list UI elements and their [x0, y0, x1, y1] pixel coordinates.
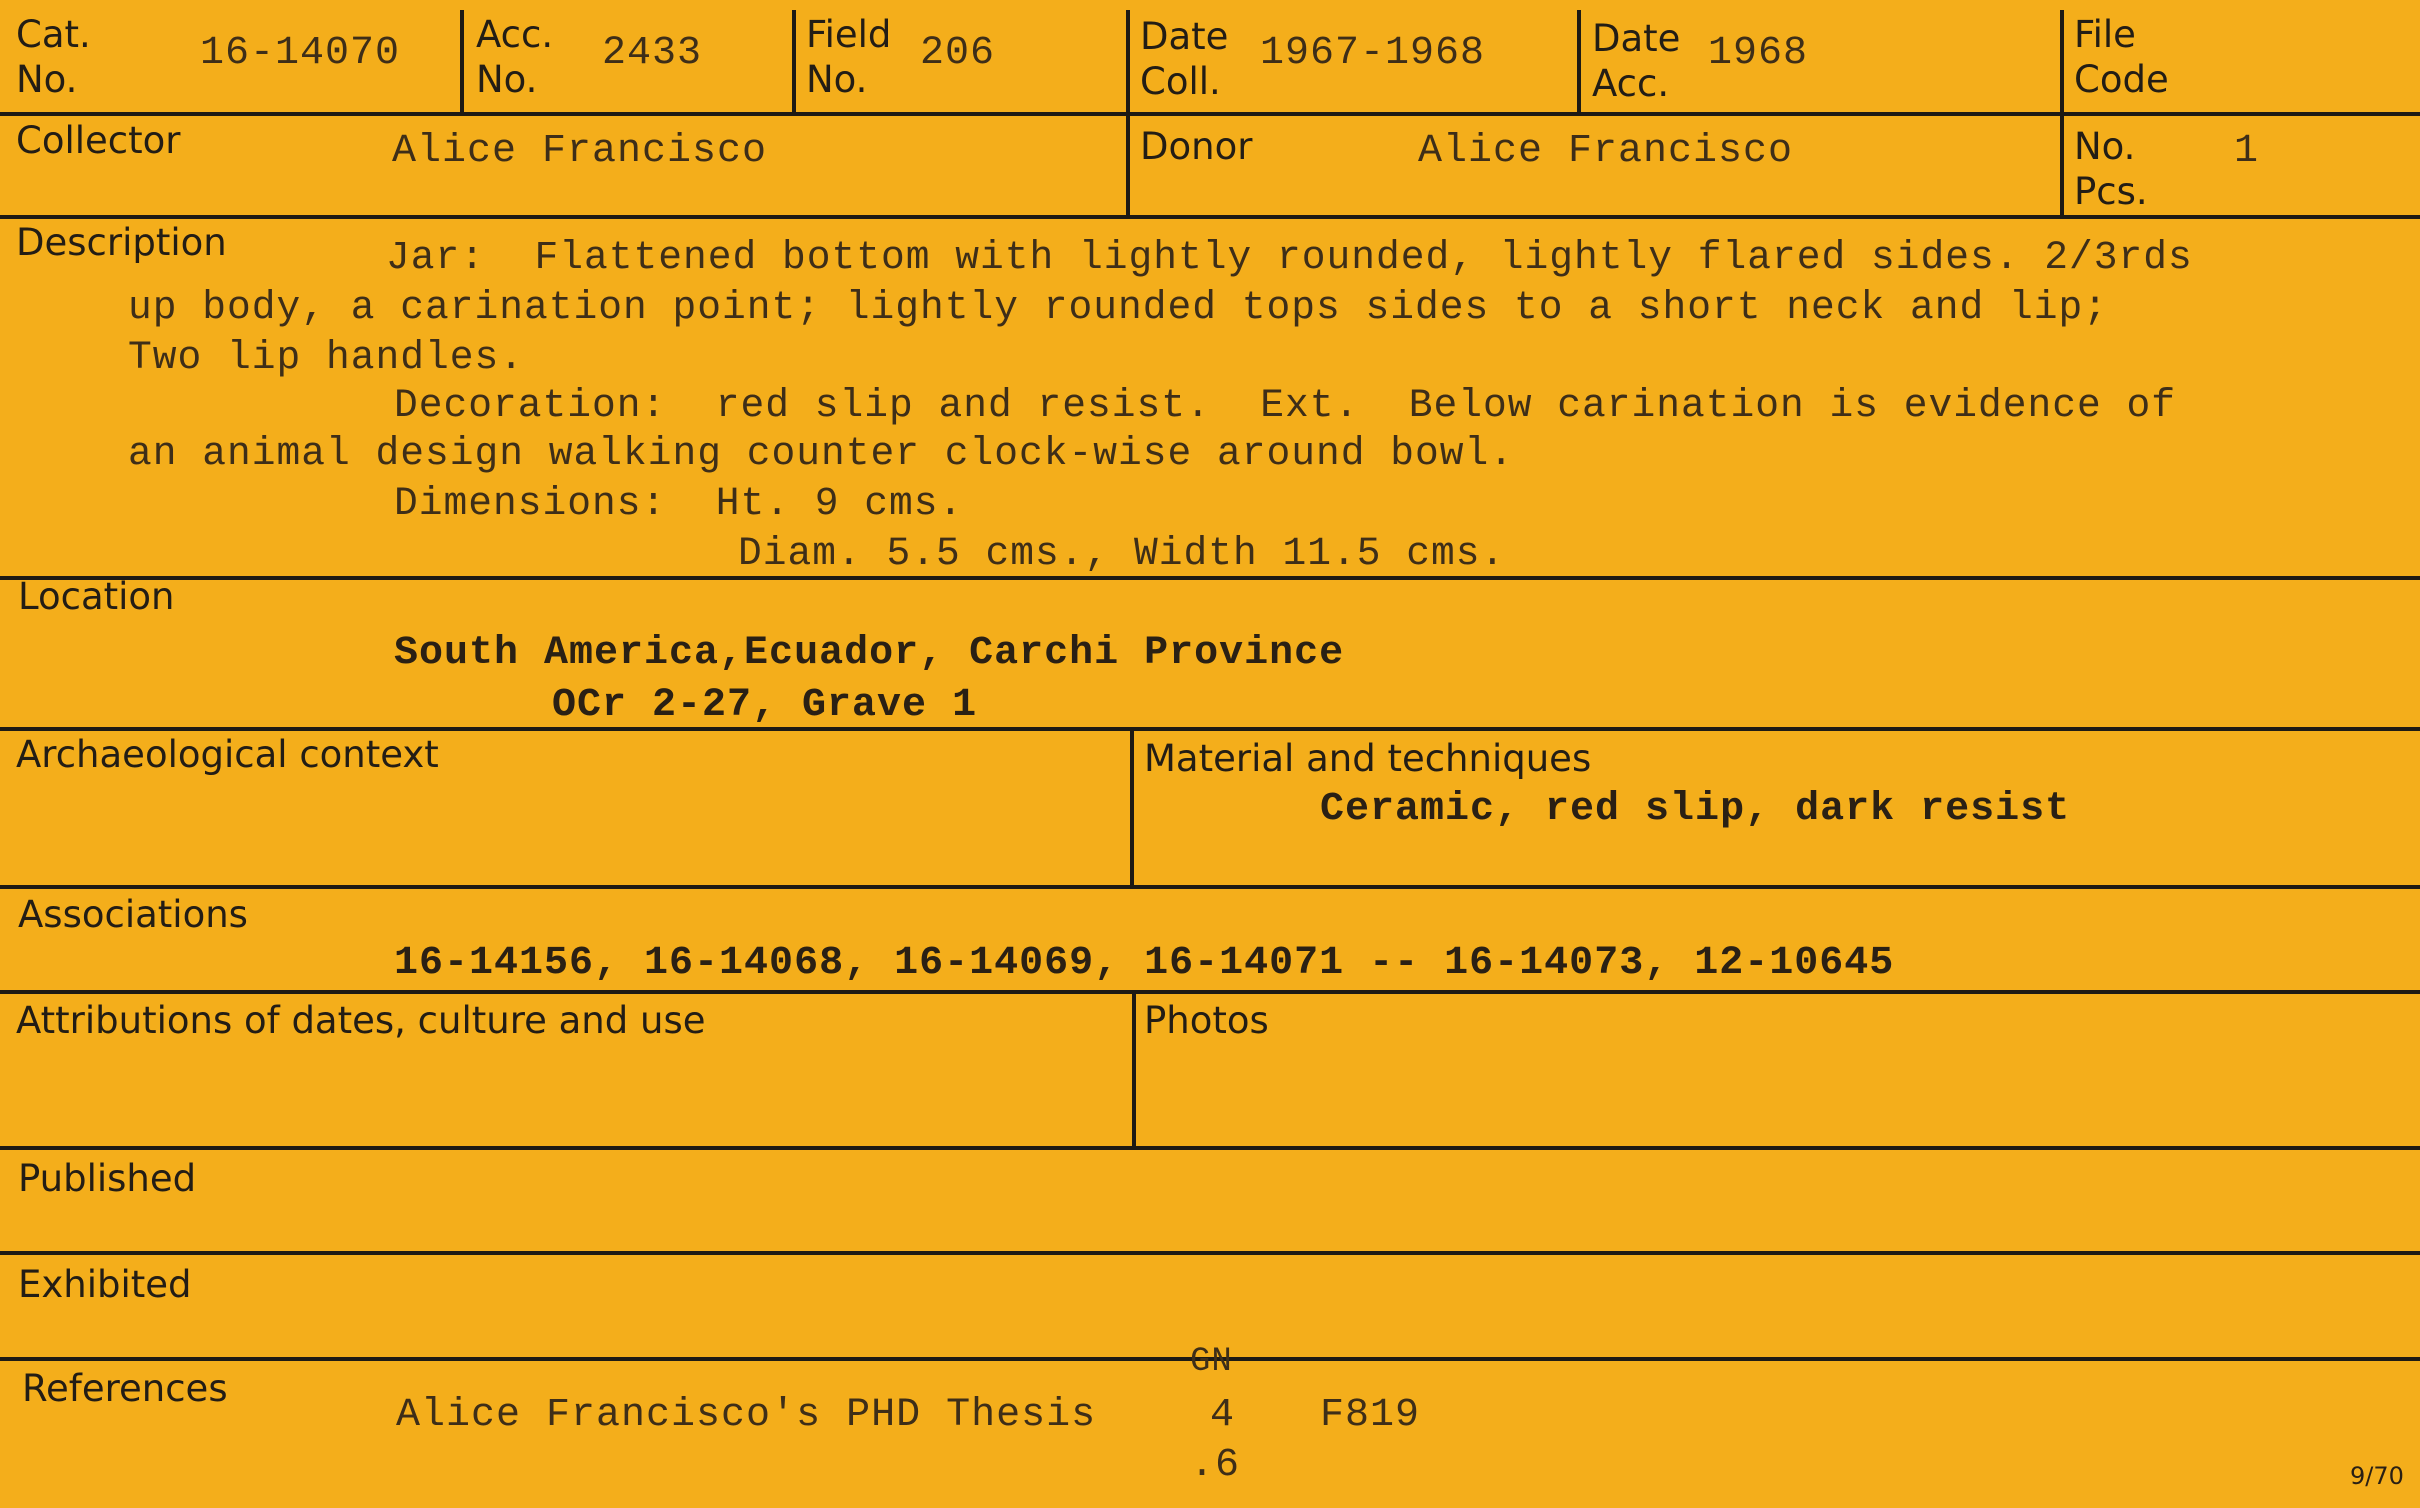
- description-line-6: Dimensions: Ht. 9 cms.: [394, 481, 964, 526]
- donor-label: Donor: [1140, 125, 1253, 168]
- references-gn: GN: [1190, 1343, 1233, 1381]
- date-coll-value: 1967-1968: [1260, 31, 1486, 76]
- description-line-2: up body, a carination point; lightly rounded tops sides to a short neck and lip;: [128, 285, 2109, 330]
- acc-no-value: 2433: [602, 31, 703, 76]
- location-line-1: South America,Ecuador, Carchi Province: [394, 631, 1345, 676]
- references-num-1: 4: [1210, 1393, 1236, 1438]
- references-num-2: .6: [1190, 1443, 1241, 1488]
- description-label: Description: [16, 221, 227, 264]
- associations-value: 16-14156, 16-14068, 16-14069, 16-14071 -- 16-14073, 12-10645: [394, 941, 1895, 986]
- date-acc-value: 1968: [1708, 31, 1809, 76]
- references-label: References: [22, 1367, 228, 1410]
- description-line-1: Jar: Flattened bottom with lightly rounded, lightly flared sides. 2/3rds: [386, 235, 2193, 280]
- attributions-label: Attributions of dates, culture and use: [16, 999, 706, 1042]
- file-code-label: File Code: [2074, 13, 2169, 102]
- associations-label: Associations: [18, 893, 248, 936]
- rule-header-bottom: [0, 112, 2420, 116]
- rule-associations-bottom: [0, 990, 2420, 994]
- description-line-4: Decoration: red slip and resist. Ext. Below carination is evidence of: [394, 383, 2177, 428]
- description-line-3: Two lip handles.: [128, 335, 525, 380]
- cat-no-value: 16-14070: [200, 31, 401, 76]
- rule-v-attributions-photos: [1132, 990, 1136, 1148]
- location-label: Location: [18, 575, 175, 618]
- pcs-label: No. Pcs.: [2074, 125, 2148, 214]
- rule-published-bottom: [0, 1251, 2420, 1255]
- field-no-value: 206: [920, 31, 996, 76]
- date-coll-label: Date Coll.: [1140, 15, 1229, 104]
- published-label: Published: [18, 1157, 197, 1200]
- material-label: Material and techniques: [1144, 737, 1592, 780]
- field-no-label: Field No.: [806, 13, 892, 102]
- rule-v-context-material: [1130, 727, 1134, 887]
- rule-location-bottom: [0, 727, 2420, 731]
- donor-value: Alice Francisco: [1418, 129, 1794, 174]
- rule-context-bottom: [0, 885, 2420, 889]
- rule-v-acc-field: [792, 10, 796, 114]
- cat-no-label: Cat. No.: [16, 13, 91, 102]
- rule-row2-bottom: [0, 215, 2420, 219]
- pcs-value: 1: [2234, 129, 2260, 174]
- rule-v-datecoll-dateacc: [1577, 10, 1581, 114]
- description-line-7: Diam. 5.5 cms., Width 11.5 cms.: [738, 531, 1506, 576]
- rule-v-field-datecoll: [1126, 10, 1130, 217]
- rule-v-cat-acc: [460, 10, 464, 114]
- rule-v-dateacc-file: [2060, 10, 2064, 217]
- rule-attributions-bottom: [0, 1146, 2420, 1150]
- acc-no-label: Acc. No.: [476, 13, 554, 102]
- collector-label: Collector: [16, 119, 181, 162]
- photos-label: Photos: [1144, 999, 1269, 1042]
- exhibited-label: Exhibited: [18, 1263, 192, 1306]
- archaeological-context-label: Archaeological context: [16, 733, 439, 776]
- references-value: Alice Francisco's PHD Thesis: [396, 1393, 1097, 1438]
- date-acc-label: Date Acc.: [1592, 17, 1681, 106]
- description-line-5: an animal design walking counter clock-wise around bowl.: [128, 431, 1515, 476]
- collector-value: Alice Francisco: [392, 129, 768, 174]
- material-value: Ceramic, red slip, dark resist: [1320, 787, 2071, 832]
- form-code: 9/70: [2350, 1462, 2404, 1490]
- location-line-2: OCr 2-27, Grave 1: [552, 683, 978, 728]
- references-code: F819: [1320, 1393, 1421, 1438]
